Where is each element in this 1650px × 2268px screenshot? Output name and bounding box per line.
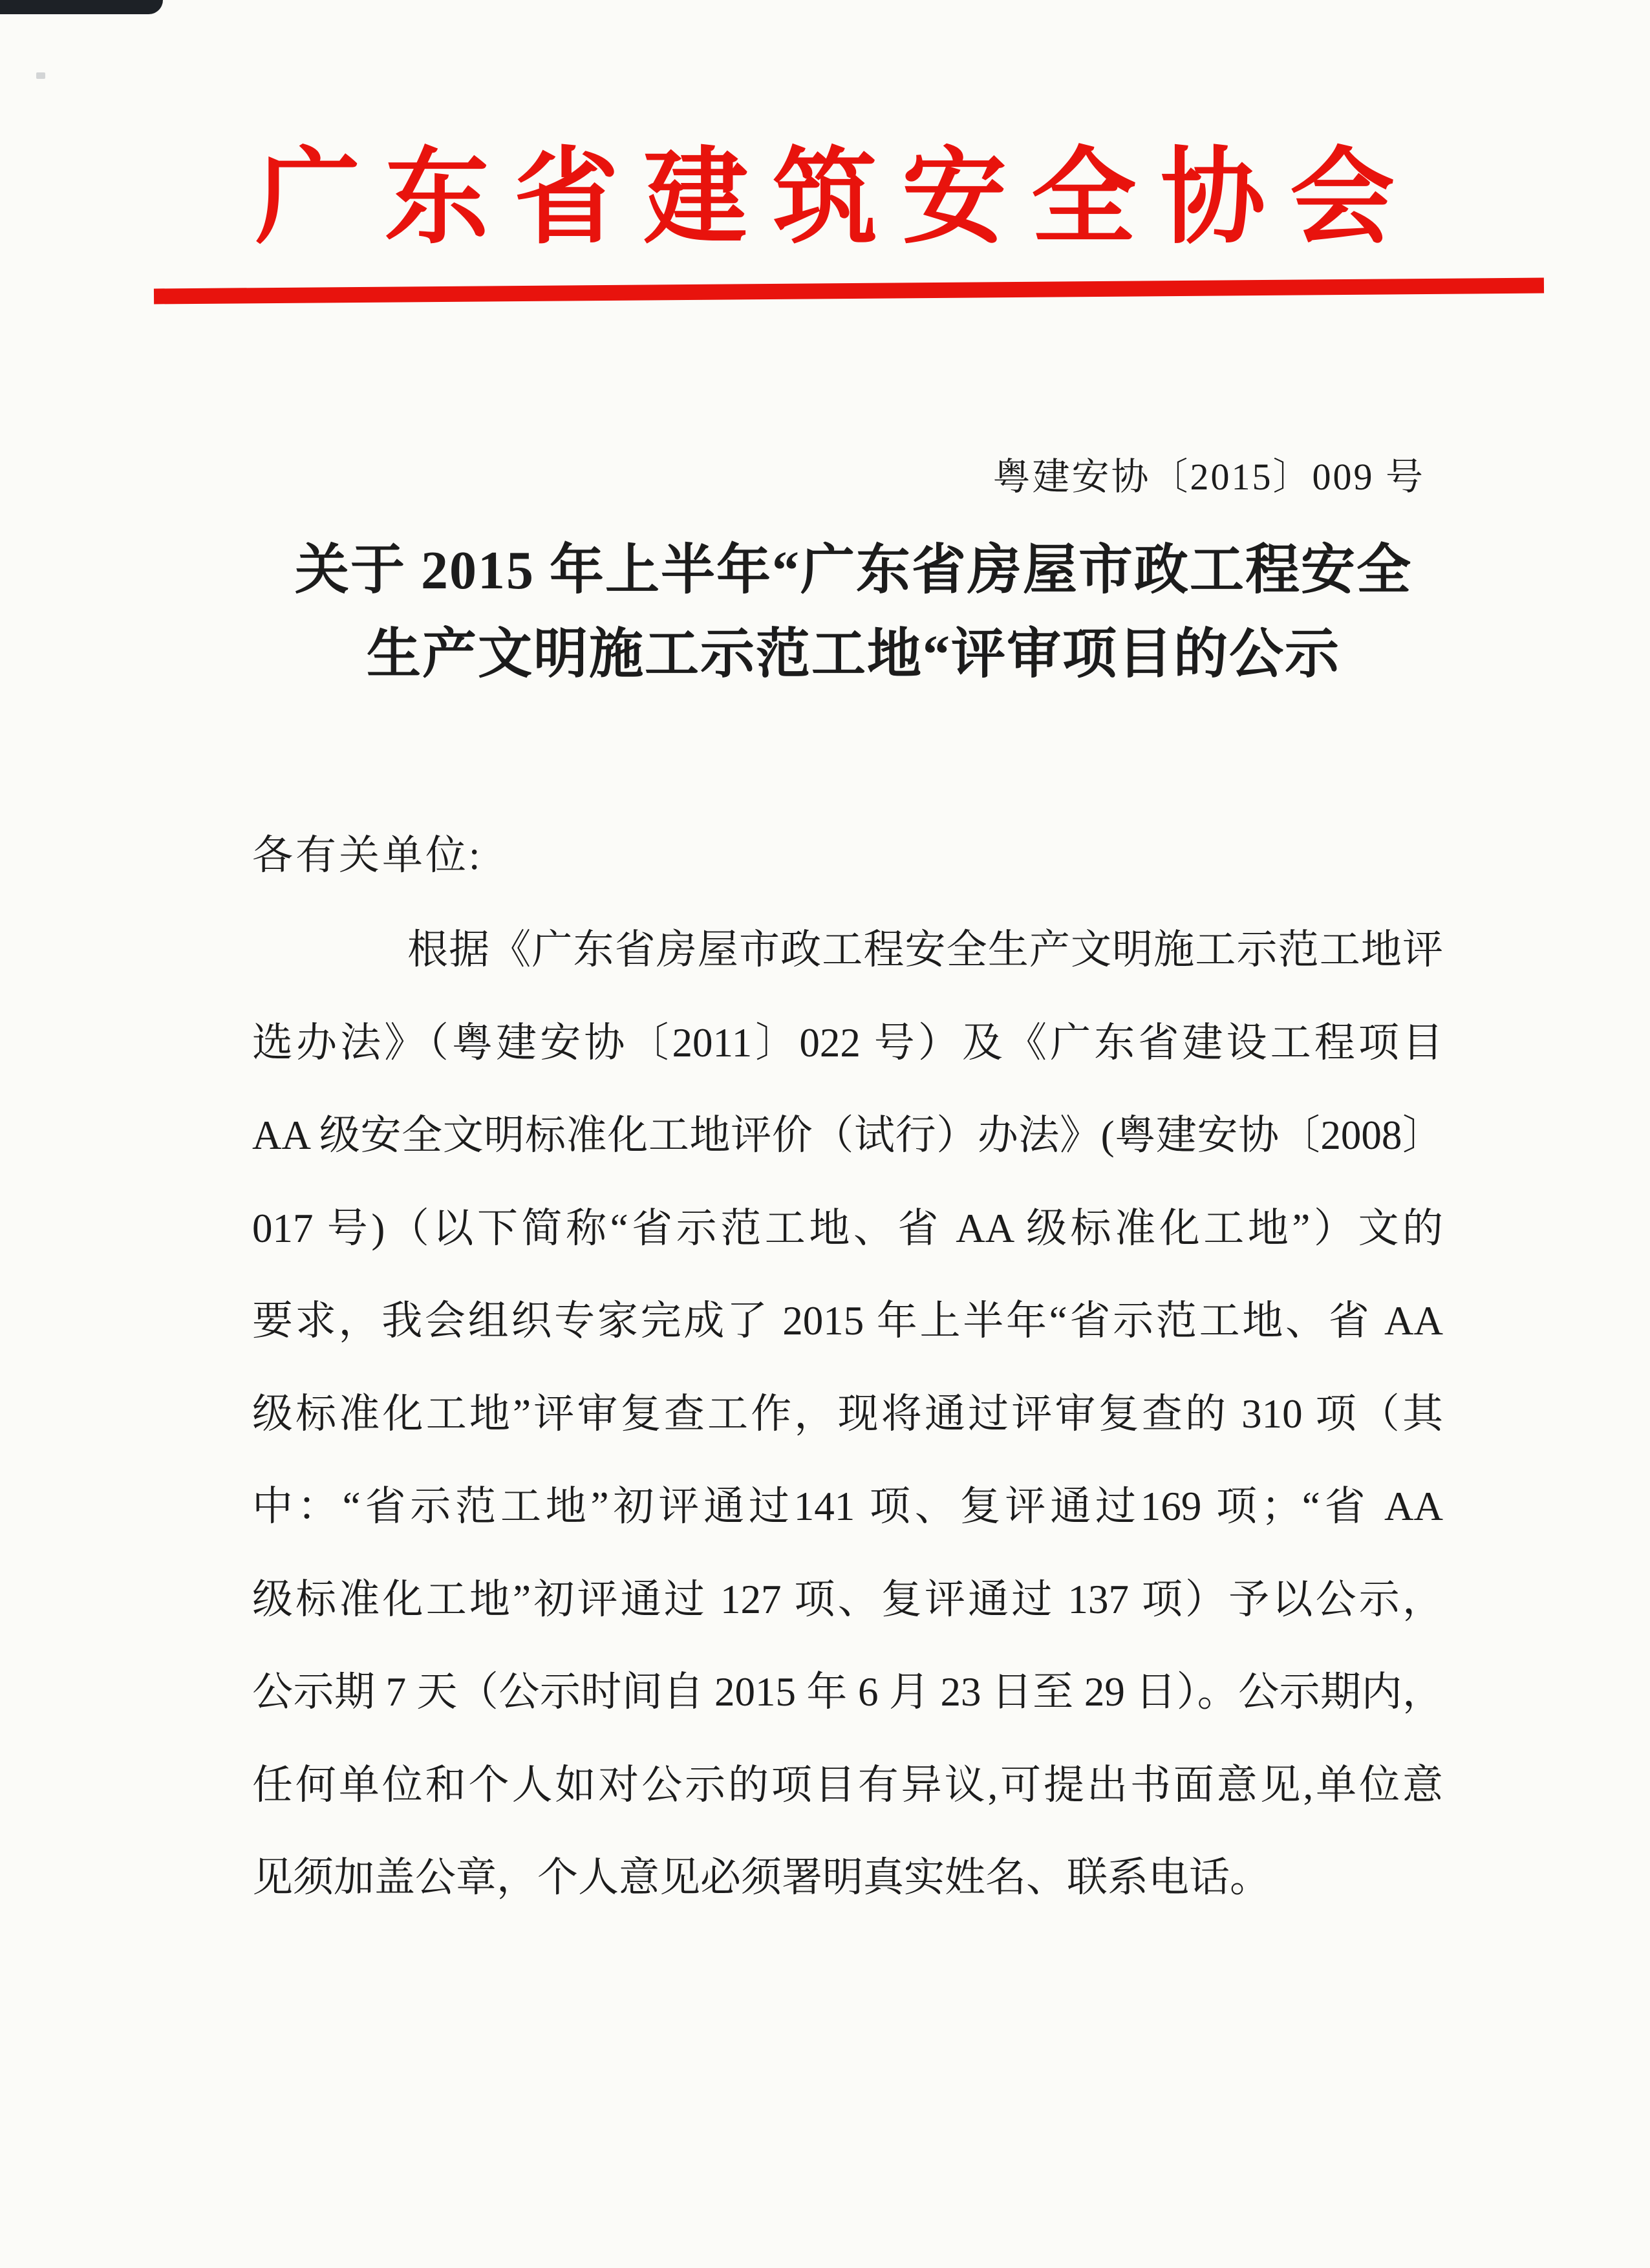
body-line: 根据《广东省房屋市政工程安全生产文明施工示范工地评 [407,927,1443,972]
document-title-line1: 关于 2015 年上半年“广东省房屋市政工程安全 [294,540,1412,601]
body-line: 选办法》（粤建安协〔2011〕022 号）及《广东省建设工程项目 [252,1020,1443,1065]
body-line: 中：“省示范工地”初评通过141 项、复评通过169 项；“省 AA [252,1484,1443,1529]
header-red-divider [154,278,1544,305]
body-line: 017 号)（以下简称“省示范工地、省 AA 级标准化工地”）文的 [252,1205,1443,1251]
organization-title: 广东省建筑安全协会 [255,141,1419,257]
body-line: 级标准化工地”初评通过 127 项、复评通过 137 项）予以公示， [252,1576,1443,1622]
body-line: 要求，我会组织专家完成了 2015 年上半年“省示范工地、省 AA [252,1298,1443,1343]
scan-corner-artifact [0,0,163,14]
document-title [0,529,1650,697]
document-number: 粤建安协〔2015〕009 号 [992,456,1425,498]
body-text [252,904,1443,1925]
salutation: 各有关单位: [252,833,483,878]
body-line: 级标准化工地”评审复查工作，现将通过评审复查的 310 项（其 [252,1391,1443,1437]
body-line: 见须加盖公章，个人意见必须署明真实姓名、联系电话。 [252,1855,1270,1900]
document-title-line2: 生产文明施工示范工地“评审项目的公示 [366,625,1340,685]
body-line: 公示期 7 天（公示时间自 2015 年 6 月 23 日至 29 日）。公示期内， [252,1669,1443,1715]
body-line: 任何单位和个人如对公示的项目有异议,可提出书面意见,单位意 [252,1762,1443,1808]
scan-speck-artifact [36,72,45,79]
body-line: AA 级安全文明标准化工地评价（试行）办法》(粤建安协〔2008〕 [252,1113,1443,1158]
